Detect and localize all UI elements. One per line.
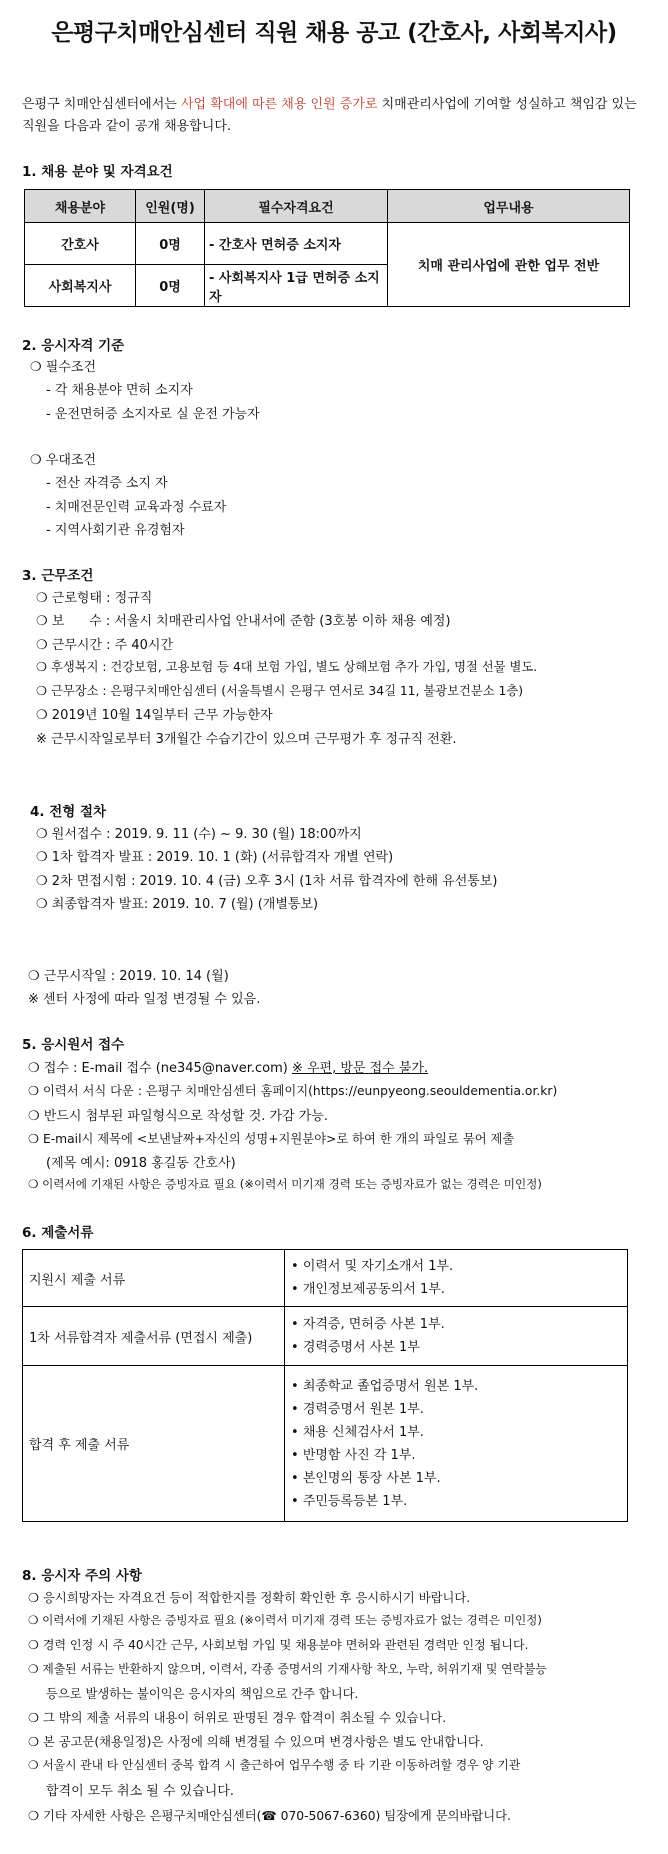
page-title: 은평구치매안심센터 직원 채용 공고 (간호사, 사회복지사): [51, 20, 617, 46]
required-title: ❍ 필수조건: [30, 360, 97, 375]
intro-paragraph: 은평구 치매안심센터에서는 사업 확대에 따른 채용 인원 증가로 치매관리사업에 기여할 성실하고 책임감 있는 직원을 다음과 같이 공개 채용합니다.: [22, 97, 637, 134]
documents-table: [22, 1249, 628, 1522]
recruit-table: [24, 189, 630, 307]
section-1-heading: 1. 채용 분야 및 자격요건: [22, 164, 173, 180]
intro-highlight: 사업 확대에 따른 채용 인원 증가로: [180, 97, 378, 112]
notice-page: 은평구치매안심센터 직원 채용 공고 (간호사, 사회복지사) 은평구 치매안심센터에서는 사업 확대에 따른 채용 인원 증가로 치매관리사업에 기여할 성실하고 책임감 있는 직원을 다음과 같이 공개 채용합니다. 1. 채용 분야 및 자격요건 채용분야 인원(명) 필수자격요건 업무내용 간호사 0명 - 간호사 면허증 소지자 치매 관리사업에 관한 업무 전반 사회복지사 0명 - 사회복지사 1급 면허증 소지자 2. 응시자격 기준 ❍ 필수조건 - 각 채용분야 면허 소지자 - 운전면허증 소지자로 실 운전 가능자 ❍ 우대조건 - 전산 자격증 소지 자 - 치매전문인력 교육과정 수료자 - 지역사회기관 유경험자 3. 근무조건 ❍ 근로형태 : 정규직 ❍ 보 수 : 서울시 치매관리사업 안내서에 준함 (3호봉 이하 채용 예정) ❍ 근무시간 : 주 40시간 ❍ 후생복지 : 건강보험, 고용보험 등 4대 보험 가입, 별도 상해보험 추가 가입, 명절 선물 별도. ❍ 근무장소 : 은평구치매안심센터 (서울특별시 은평구 연서로 34길 11, 불광보건분소 1층) ❍ 2019년 10월 14일부터 근무 가능한자 ※ 근무시작일로부터 3개월간 수습기간이 있으며 근무평가 후 정규직 전환. 4. 전형 절차 ❍ 원서접수 : 2019. 9. 11 (수) ~ 9. 30 (월) 18:00까지 ❍ 1차 합격자 발표 : 2019. 10. 1 (화) (서류합격자 개별 연락) ❍ 2차 면접시험 : 2019. 10. 4 (금) 오후 3시 (1차 서류 합격자에 한해 유선통보) ❍ 최종합격자 발표: 2019. 10. 7 (월) (개별통보) ❍ 근무시작일 : 2019. 10. 14 (월) ※ 센터 사정에 따라 일정 변경될 수 있음. 5. 응시원서 접수 ❍ 접수 : E-mail 접수 (ne345@naver.com) ※ 우편, 방문 접수 불가. ❍ 이력서 서식 다운 : 은평구 치매안심센터 홈페이지(https://eunpyeong.seouldementia.or.kr) ❍ 반드시 첨부된 파일형식으로 작성할 것. 가감 가능. ❍ E-mail시 제목에 <보낸날짜+자신의 성명+지원분야>로 하여 한 개의 파일로 묶어 제출 (제목 예시: 0918 홍길동 간호사) ❍ 이력서에 기재된 사항은 증빙자료 필요 (※이력서 미기재 경력 또는 증빙자료가 없는 경력은 미인정) 6. 제출서류 지원시 제출 서류 • 이력서 및 자기소개서 1부. • 개인정보제공동의서 1부. 1차 서류합격자 제출서류 (면접시 제출) • 자격증, 면허증 사본 1부. • 경력증명서 사본 1부 합격 후 제출 서류 • 최종학교 졸업증명서 원본 1부. • 경력증명서 원본 1부. • 채용 신체검사서 1부. • 반명함 사진 각 1부. • 본인명의 통장 사본 1부. • 주민등록등본 1부. 8. 응시자 주의 사항 ❍ 응시희망자는 자격요건 등이 적합한지를 정확히 확인한 후 응시하시기 바랍니다. ❍ 이력서에 기재된 사항은 증빙자료 필요 (※이력서 미기재 경력 또는 증빙자료가 없는 경력은 미인정) ❍ 경력 인정 시 주 40시간 근무, 사회보험 가입 및 채용분야 면허와 관련된 경력만 인정 됩니다. ❍ 제출된 서류는 반환하지 않으며, 이력서, 각종 증명서의 기재사항 착오, 누락, 허위기재 및 연락불능 등으로 발생하는 불이익은 응시자의 책임으로 간주 합니다. ❍ 그 밖의 제출 서류의 내용이 허위로 판명된 경우 합격이 취소될 수 있습니다. ❍ 본 공고문(채용일정)은 사정에 의해 변경될 수 있으며 변경사항은 별도 안내합니다. ❍ 서울시 관내 타 안심센터 중복 합격 시 출근하여 업무수행 중 타 기관 이동하려할 경우 양 기관 합격이 모두 취소 될 수 있습니다. ❍ 기타 자세한 사항은 은평구치매안심센터(☎ 070-5067-6360) 팀장에게 문의바랍니다.: [0, 0, 668, 1854]
section-5-heading: 5. 응시원서 접수: [22, 1037, 125, 1053]
table-row: 지원시 제출 서류 • 이력서 및 자기소개서 1부. • 개인정보제공동의서 1부.: [23, 1250, 628, 1307]
preferred-title: ❍ 우대조건: [30, 453, 97, 468]
duty-cell: 치매 관리사업에 관한 업무 전반: [388, 223, 630, 307]
probation-note: ※ 근무시작일로부터 3개월간 수습기간이 있으며 근무평가 후 정규직 전환.: [36, 732, 457, 747]
table-row: 합격 후 제출 서류 • 최종학교 졸업증명서 원본 1부. • 경력증명서 원본 1부. • 채용 신체검사서 1부. • 반명함 사진 각 1부. • 본인명의 통장 사본 1부. • 주민등록등본 1부.: [23, 1366, 628, 1522]
table-row: 사회복지사 0명 - 사회복지사 1급 면허증 소지자: [25, 265, 630, 307]
section-6-heading: 6. 제출서류: [22, 1225, 94, 1241]
contact-line: ❍ 기타 자세한 사항은 은평구치매안심센터(☎ 070-5067-6360) 팀장에게 문의바랍니다.: [28, 1809, 511, 1823]
section-2-heading: 2. 응시자격 기준: [22, 338, 125, 354]
table-header-row: 채용분야 인원(명) 필수자격요건 업무내용: [25, 190, 630, 223]
section-4-heading: 4. 전형 절차: [30, 804, 107, 820]
table-row: 1차 서류합격자 제출서류 (면접시 제출) • 자격증, 면허증 사본 1부. • 경력증명서 사본 1부: [23, 1307, 628, 1366]
section-8-heading: 8. 응시자 주의 사항: [22, 1568, 142, 1584]
section-3-heading: 3. 근무조건: [22, 568, 94, 584]
start-date: ❍ 근무시작일 : 2019. 10. 14 (월): [28, 969, 229, 984]
table-row: 간호사 0명 - 간호사 면허증 소지자 치매 관리사업에 관한 업무 전반: [25, 223, 630, 265]
schedule-note: ※ 센터 사정에 따라 일정 변경될 수 있음.: [28, 992, 261, 1007]
